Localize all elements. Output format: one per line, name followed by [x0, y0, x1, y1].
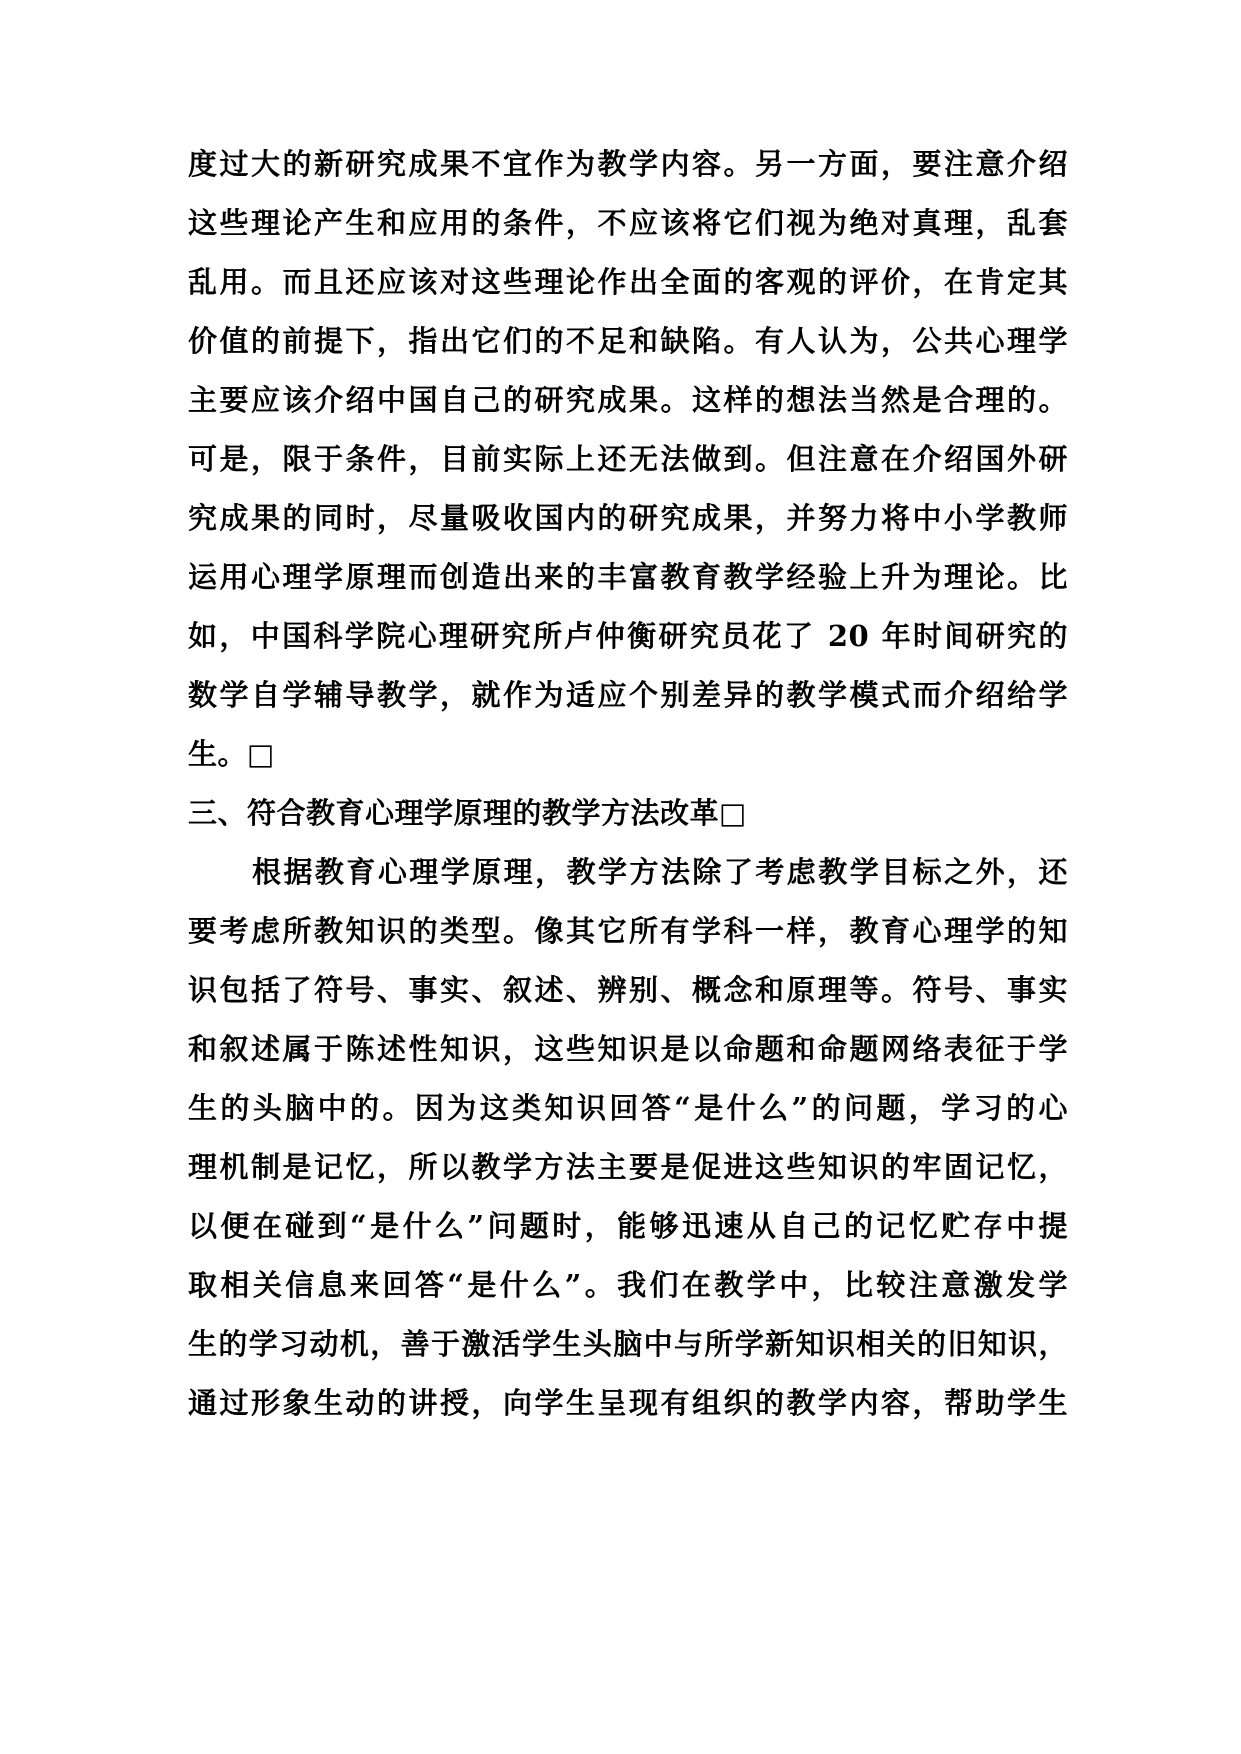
- paragraph-2-line: 生的学习动机，善于激活学生头脑中与所学新知识相关的旧知识，: [188, 1327, 1068, 1361]
- paragraph-1-line: 运用心理学原理而创造出来的丰富教育教学经验上升为理论。比: [188, 560, 1068, 594]
- section-heading: 三、符合教育心理学原理的教学方法改革□: [188, 796, 747, 830]
- paragraph-1-line: 价值的前提下，指出它们的不足和缺陷。有人认为，公共心理学: [188, 324, 1068, 358]
- paragraph-2-line: 要考虑所教知识的类型。像其它所有学科一样，教育心理学的知: [188, 914, 1068, 948]
- paragraph-1-line: 究成果的同时，尽量吸收国内的研究成果，并努力将中小学教师: [188, 501, 1068, 535]
- paragraph-1-line: 主要应该介绍中国自己的研究成果。这样的想法当然是合理的。: [188, 383, 1068, 417]
- paragraph-1-line: 这些理论产生和应用的条件，不应该将它们视为绝对真理，乱套: [188, 206, 1068, 240]
- paragraph-1-line: 可是，限于条件，目前实际上还无法做到。但注意在介绍国外研: [188, 442, 1068, 476]
- paragraph-1-line: 如，中国科学院心理研究所卢仲衡研究员花了 20 年时间研究的: [188, 619, 1068, 653]
- paragraph-2-line: 根据教育心理学原理，教学方法除了考虑教学目标之外，还: [252, 855, 1068, 889]
- paragraph-2-line: 通过形象生动的讲授，向学生呈现有组织的教学内容，帮助学生: [188, 1386, 1068, 1420]
- paragraph-1-line: 生。□: [188, 737, 275, 771]
- paragraph-2-line: 以便在碰到“是什么”问题时，能够迅速从自己的记忆贮存中提: [188, 1209, 1068, 1243]
- paragraph-1-line: 数学自学辅导教学，就作为适应个别差异的教学模式而介绍给学: [188, 678, 1068, 712]
- paragraph-2-line: 理机制是记忆，所以教学方法主要是促进这些知识的牢固记忆，: [188, 1150, 1068, 1184]
- paragraph-1-line: 乱用。而且还应该对这些理论作出全面的客观的评价，在肯定其: [188, 265, 1068, 299]
- paragraph-2-line: 取相关信息来回答“是什么”。我们在教学中，比较注意激发学: [188, 1268, 1068, 1302]
- paragraph-2-line: 和叙述属于陈述性知识，这些知识是以命题和命题网络表征于学: [188, 1032, 1068, 1066]
- paragraph-1-line: 度过大的新研究成果不宜作为教学内容。另一方面，要注意介绍: [188, 147, 1068, 181]
- paragraph-2-line: 生的头脑中的。因为这类知识回答“是什么”的问题，学习的心: [188, 1091, 1068, 1125]
- paragraph-2-line: 识包括了符号、事实、叙述、辨别、概念和原理等。符号、事实: [188, 973, 1068, 1007]
